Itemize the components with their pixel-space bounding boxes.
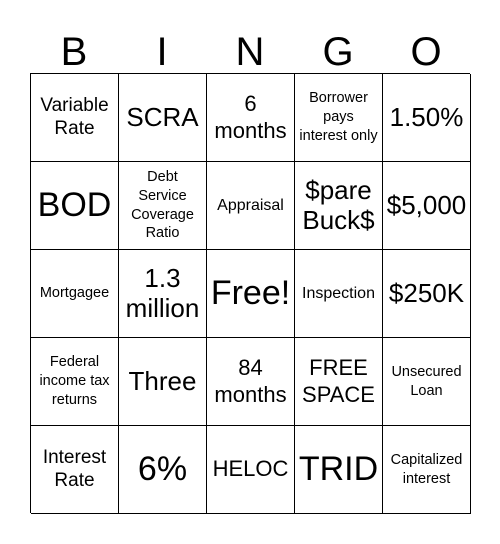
bingo-cell-text: Federal income tax returns: [39, 354, 110, 408]
bingo-cell-text: Free!: [210, 274, 291, 313]
bingo-cell[interactable]: [295, 426, 383, 514]
header-letter-o: O: [410, 30, 442, 74]
bingo-cell-text: $250K: [388, 277, 465, 308]
bingo-cell[interactable]: [383, 162, 471, 250]
bingo-cell-text: 84 months: [214, 355, 287, 407]
bingo-cell-text: HELOC: [212, 456, 289, 482]
bingo-cell[interactable]: [383, 250, 471, 338]
bingo-cell[interactable]: [207, 162, 295, 250]
header-letter-b: B: [60, 30, 88, 74]
bingo-cell[interactable]: [31, 426, 119, 514]
bingo-cell-text: Variable Rate: [40, 94, 109, 139]
bingo-cell[interactable]: [119, 162, 207, 250]
bingo-cell[interactable]: [207, 338, 295, 426]
bingo-cell[interactable]: [383, 74, 471, 162]
bingo-cell-text: BOD: [37, 186, 112, 225]
bingo-cell-text: $pare Buck$: [302, 174, 375, 235]
bingo-header: [30, 30, 470, 74]
bingo-cell-text: 6%: [137, 450, 188, 489]
bingo-cell[interactable]: [31, 250, 119, 338]
header-letter-g: G: [322, 30, 354, 74]
bingo-cell[interactable]: [207, 250, 295, 338]
bingo-cell-text: Interest Rate: [42, 446, 107, 491]
bingo-card-grid: [30, 73, 470, 513]
bingo-cell[interactable]: [295, 250, 383, 338]
bingo-cell[interactable]: [295, 74, 383, 162]
bingo-cell-text: 1.3 million: [125, 262, 200, 323]
bingo-cell[interactable]: [119, 338, 207, 426]
bingo-cell[interactable]: [295, 338, 383, 426]
bingo-cell[interactable]: [119, 426, 207, 514]
bingo-cell[interactable]: [207, 426, 295, 514]
bingo-cell[interactable]: [119, 250, 207, 338]
header-letter-n: N: [235, 30, 265, 74]
header-letter-i: I: [156, 30, 168, 74]
bingo-cell[interactable]: [295, 162, 383, 250]
bingo-cell-text: Mortgagee: [39, 285, 110, 302]
bingo-cell-text: TRID: [298, 450, 379, 489]
bingo-cell[interactable]: [31, 74, 119, 162]
bingo-cell[interactable]: [207, 74, 295, 162]
bingo-cell[interactable]: [119, 74, 207, 162]
bingo-cell-text: $5,000: [386, 189, 467, 220]
bingo-cell-text: FREE SPACE: [302, 355, 375, 407]
bingo-cell[interactable]: [383, 338, 471, 426]
bingo-cell-text: SCRA: [126, 101, 199, 132]
bingo-cell-text: Debt Service Coverage Ratio: [131, 168, 194, 242]
bingo-cell[interactable]: [383, 426, 471, 514]
bingo-cell-text: Inspection: [302, 284, 375, 302]
bingo-cell[interactable]: [31, 162, 119, 250]
bingo-cell-text: Capitalized interest: [390, 451, 463, 487]
bingo-cell-text: Three: [128, 365, 197, 396]
bingo-cell[interactable]: [31, 338, 119, 426]
bingo-cell-text: Unsecured Loan: [391, 363, 462, 399]
bingo-cell-text: 6 months: [214, 91, 287, 143]
bingo-cell-text: 1.50%: [389, 101, 464, 132]
bingo-cell-text: Borrower pays interest only: [299, 90, 378, 144]
bingo-cell-text: Appraisal: [217, 196, 284, 214]
